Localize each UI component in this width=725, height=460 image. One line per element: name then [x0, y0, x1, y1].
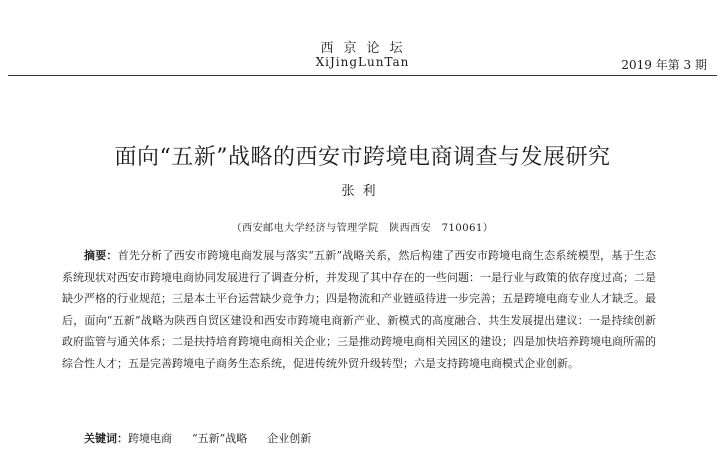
journal-name-pinyin: XiJingLunTan	[315, 55, 410, 69]
journal-name-chinese: 西京论坛	[320, 41, 413, 56]
keywords	[84, 428, 331, 449]
keyword: 跨境电商	[128, 432, 172, 445]
author-affiliation: （西安邮电大学经济与管理学院 陕西西安 710061）	[231, 223, 494, 234]
keyword: 企业创新	[267, 432, 312, 445]
article-title: 面向“五新”战略的西安市跨境电商调查与发展研究	[114, 145, 611, 170]
issue-number: 2019 年第 3 期	[621, 58, 707, 72]
article-author: 张利	[341, 184, 384, 199]
abstract-label: 摘要：	[84, 249, 118, 262]
keyword: “五新”战略	[192, 432, 248, 445]
abstract-text: 首先分析了西安市跨境电商发展与落实“五新”战略关系，然后构建了西安市跨境电商生态系统模型，基于生态系统现状对西安市跨境电商协同发展进行了调查分析，并发现了其中存在的一些问题：一是行业与政策的依存度过高；二是缺少严格的行业规范；三是本土平台运营缺少竞争力；四是物流和产业链亟待进一步完善；五是跨境电商专业人才缺乏。最后，面向“五新”战略为陕西自贸区建设和西安市跨境电商新产业、新模式的高度融合、共生发展提出建议：一是持续创新政府监管与通关体系；二是扶持培育跨境电商相关企业；三是推动跨境电商相关园区的建设；四是加快培养跨境电商所需的综合性人才；五是完善跨境电子商务生态系统，促进传统外贸升级转型；六是支持跨境电商模式企业创新。	[62, 249, 657, 370]
abstract	[62, 245, 656, 374]
header-divider	[8, 75, 717, 76]
keywords-label: 关键词：	[84, 432, 128, 445]
